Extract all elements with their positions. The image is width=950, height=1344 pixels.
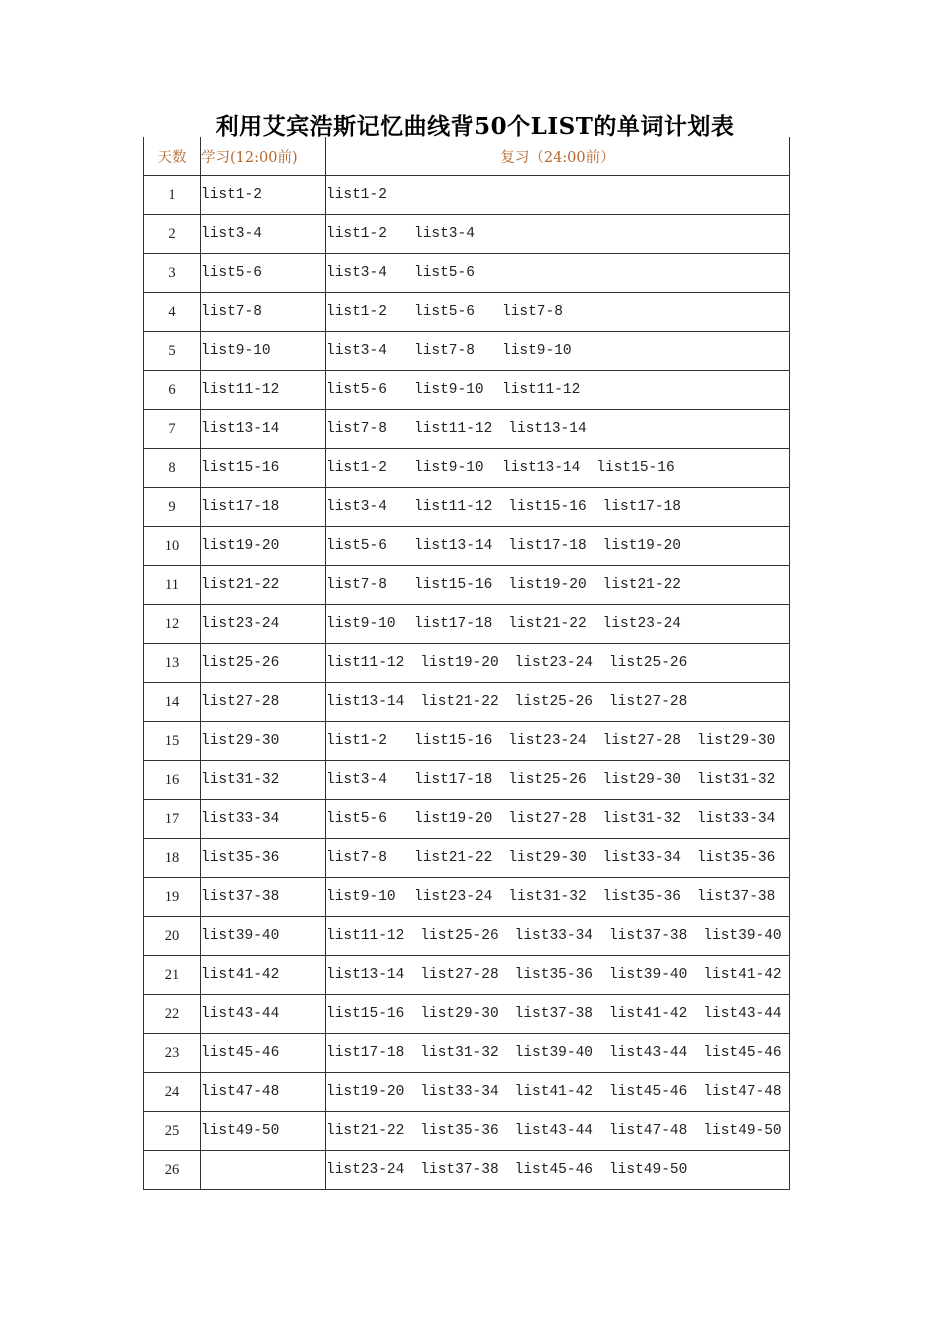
- day-cell: 5: [144, 332, 201, 371]
- day-cell: 7: [144, 410, 201, 449]
- study-cell: list45-46: [201, 1034, 326, 1073]
- day-cell: 10: [144, 527, 201, 566]
- review-item: list43-44: [608, 1045, 688, 1061]
- day-cell: 13: [144, 644, 201, 683]
- review-item: list19-20: [602, 538, 681, 554]
- study-cell: list29-30: [201, 722, 326, 761]
- review-item: list23-24: [508, 733, 587, 749]
- review-cell: [326, 995, 790, 1034]
- table-row: [144, 410, 790, 449]
- review-item: list41-42: [514, 1084, 593, 1100]
- review-item: list35-36: [420, 1123, 499, 1139]
- review-item: list23-24: [602, 616, 681, 632]
- table-row: [144, 839, 790, 878]
- review-item: list25-26: [420, 928, 499, 944]
- review-item: list31-32: [602, 811, 681, 827]
- review-item: list39-40: [514, 1045, 593, 1061]
- review-item: list5-6: [326, 811, 387, 827]
- study-cell: list35-36: [201, 839, 326, 878]
- review-item: list29-30: [508, 850, 587, 866]
- review-item: list5-6: [414, 304, 475, 320]
- day-cell: 12: [144, 605, 201, 644]
- review-item: list19-20: [326, 1084, 405, 1100]
- study-cell: list43-44: [201, 995, 326, 1034]
- study-cell: list5-6: [201, 254, 326, 293]
- review-item: list39-40: [608, 967, 688, 983]
- review-item: list21-22: [602, 577, 681, 593]
- review-item: list1-2: [326, 460, 387, 476]
- review-item: list29-30: [696, 733, 776, 749]
- review-item: list9-10: [326, 889, 396, 905]
- review-cell: [326, 683, 790, 722]
- day-cell: 25: [144, 1112, 201, 1151]
- study-cell: list21-22: [201, 566, 326, 605]
- day-cell: 20: [144, 917, 201, 956]
- review-item: list37-38: [514, 1006, 593, 1022]
- review-item: list9-10: [414, 382, 484, 398]
- review-item: list35-36: [696, 850, 776, 866]
- study-cell: list41-42: [201, 956, 326, 995]
- table-row: [144, 956, 790, 995]
- table-row: [144, 1034, 790, 1073]
- review-item: list39-40: [703, 928, 782, 944]
- review-item: list19-20: [508, 577, 587, 593]
- review-cell: [326, 1073, 790, 1112]
- review-item: list11-12: [326, 655, 405, 671]
- review-item: list27-28: [420, 967, 499, 983]
- review-item: list11-12: [326, 928, 405, 944]
- review-item: list9-10: [326, 616, 396, 632]
- header-study: 学习(12:00前): [201, 137, 326, 176]
- review-item: list7-8: [326, 850, 387, 866]
- review-cell: [326, 488, 790, 527]
- table-row: [144, 800, 790, 839]
- review-item: list13-14: [326, 694, 405, 710]
- schedule-table: [143, 137, 790, 1190]
- review-item: list19-20: [414, 811, 493, 827]
- review-item: list17-18: [414, 616, 493, 632]
- study-cell: [201, 1151, 326, 1190]
- review-item: list27-28: [602, 733, 681, 749]
- review-item: list41-42: [608, 1006, 688, 1022]
- day-cell: 24: [144, 1073, 201, 1112]
- study-cell: list7-8: [201, 293, 326, 332]
- study-cell: list39-40: [201, 917, 326, 956]
- review-cell: [326, 761, 790, 800]
- review-item: list49-50: [703, 1123, 782, 1139]
- day-cell: 15: [144, 722, 201, 761]
- review-item: list29-30: [420, 1006, 499, 1022]
- review-item: list11-12: [502, 382, 581, 398]
- review-item: list13-14: [508, 421, 587, 437]
- study-cell: list11-12: [201, 371, 326, 410]
- study-cell: list1-2: [201, 176, 326, 215]
- page-title: 利用艾宾浩斯记忆曲线背50个LIST的单词计划表: [215, 113, 735, 140]
- review-item: list27-28: [608, 694, 688, 710]
- day-cell: 4: [144, 293, 201, 332]
- review-item: list15-16: [326, 1006, 405, 1022]
- review-item: list13-14: [414, 538, 493, 554]
- table-row: [144, 1151, 790, 1190]
- review-cell: [326, 527, 790, 566]
- study-cell: list33-34: [201, 800, 326, 839]
- review-item: list25-26: [608, 655, 688, 671]
- review-item: list17-18: [414, 772, 493, 788]
- review-item: list3-4: [326, 343, 387, 359]
- review-item: list35-36: [602, 889, 681, 905]
- day-cell: 16: [144, 761, 201, 800]
- table-row: [144, 761, 790, 800]
- review-item: list33-34: [420, 1084, 499, 1100]
- review-item: list13-14: [502, 460, 581, 476]
- study-cell: list27-28: [201, 683, 326, 722]
- day-cell: 1: [144, 176, 201, 215]
- review-item: list45-46: [608, 1084, 688, 1100]
- review-item: list15-16: [414, 577, 493, 593]
- study-cell: list49-50: [201, 1112, 326, 1151]
- table-row: [144, 566, 790, 605]
- day-cell: 9: [144, 488, 201, 527]
- table-body: [144, 176, 790, 1190]
- review-item: list15-16: [596, 460, 675, 476]
- header-review: 复习（24:00前）: [326, 137, 790, 176]
- review-item: list9-10: [414, 460, 484, 476]
- study-cell: list23-24: [201, 605, 326, 644]
- review-cell: [326, 215, 790, 254]
- table-row: [144, 722, 790, 761]
- day-cell: 26: [144, 1151, 201, 1190]
- review-item: list13-14: [326, 967, 405, 983]
- review-item: list31-32: [508, 889, 587, 905]
- review-item: list35-36: [514, 967, 593, 983]
- review-cell: [326, 839, 790, 878]
- day-cell: 2: [144, 215, 201, 254]
- review-item: list37-38: [696, 889, 776, 905]
- day-cell: 6: [144, 371, 201, 410]
- review-item: list7-8: [414, 343, 475, 359]
- review-item: list43-44: [514, 1123, 593, 1139]
- review-item: list37-38: [420, 1162, 499, 1178]
- review-item: list33-34: [514, 928, 593, 944]
- review-item: list23-24: [414, 889, 493, 905]
- review-item: list25-26: [514, 694, 593, 710]
- table-row: [144, 332, 790, 371]
- review-item: list9-10: [502, 343, 572, 359]
- review-item: list1-2: [326, 304, 387, 320]
- review-cell: [326, 1151, 790, 1190]
- table-row: [144, 371, 790, 410]
- table-row: [144, 683, 790, 722]
- review-cell: [326, 722, 790, 761]
- review-cell: [326, 956, 790, 995]
- study-cell: list25-26: [201, 644, 326, 683]
- day-cell: 18: [144, 839, 201, 878]
- review-item: list11-12: [414, 499, 493, 515]
- table-row: [144, 488, 790, 527]
- review-cell: [326, 917, 790, 956]
- review-item: list1-2: [326, 733, 387, 749]
- review-item: list1-2: [326, 226, 387, 242]
- review-item: list37-38: [608, 928, 688, 944]
- study-cell: list3-4: [201, 215, 326, 254]
- review-cell: [326, 1034, 790, 1073]
- review-item: list31-32: [696, 772, 776, 788]
- review-item: list21-22: [326, 1123, 405, 1139]
- table-row: [144, 917, 790, 956]
- review-item: list15-16: [508, 499, 587, 515]
- review-item: list17-18: [326, 1045, 405, 1061]
- review-item: list7-8: [502, 304, 563, 320]
- review-item: list11-12: [414, 421, 493, 437]
- study-cell: list17-18: [201, 488, 326, 527]
- review-item: list31-32: [420, 1045, 499, 1061]
- day-cell: 11: [144, 566, 201, 605]
- review-item: list33-34: [696, 811, 776, 827]
- review-cell: [326, 566, 790, 605]
- review-item: list3-4: [326, 499, 387, 515]
- table-row: [144, 254, 790, 293]
- review-item: list21-22: [414, 850, 493, 866]
- review-item: list5-6: [326, 538, 387, 554]
- review-item: list1-2: [326, 187, 387, 203]
- review-item: list21-22: [508, 616, 587, 632]
- review-cell: [326, 410, 790, 449]
- day-cell: 3: [144, 254, 201, 293]
- review-item: list17-18: [508, 538, 587, 554]
- day-cell: 21: [144, 956, 201, 995]
- review-item: list27-28: [508, 811, 587, 827]
- review-item: list15-16: [414, 733, 493, 749]
- table-row: [144, 527, 790, 566]
- review-cell: [326, 332, 790, 371]
- header-day: 天数: [144, 137, 201, 176]
- review-item: list29-30: [602, 772, 681, 788]
- review-item: list43-44: [703, 1006, 782, 1022]
- review-item: list45-46: [703, 1045, 782, 1061]
- review-item: list23-24: [514, 655, 593, 671]
- study-cell: list47-48: [201, 1073, 326, 1112]
- review-item: list47-48: [703, 1084, 782, 1100]
- review-item: list41-42: [703, 967, 782, 983]
- day-cell: 22: [144, 995, 201, 1034]
- review-item: list45-46: [514, 1162, 593, 1178]
- day-cell: 23: [144, 1034, 201, 1073]
- review-item: list5-6: [326, 382, 387, 398]
- study-cell: list9-10: [201, 332, 326, 371]
- review-cell: [326, 293, 790, 332]
- review-item: list3-4: [326, 265, 387, 281]
- review-item: list3-4: [414, 226, 475, 242]
- table-row: [144, 293, 790, 332]
- review-item: list3-4: [326, 772, 387, 788]
- table-row: [144, 878, 790, 917]
- table-row: [144, 1073, 790, 1112]
- table-row: [144, 644, 790, 683]
- review-cell: [326, 878, 790, 917]
- day-cell: 14: [144, 683, 201, 722]
- review-item: list21-22: [420, 694, 499, 710]
- day-cell: 17: [144, 800, 201, 839]
- table-row: [144, 1112, 790, 1151]
- study-cell: list37-38: [201, 878, 326, 917]
- review-cell: [326, 449, 790, 488]
- study-cell: list31-32: [201, 761, 326, 800]
- review-item: list47-48: [608, 1123, 688, 1139]
- table-row: [144, 215, 790, 254]
- study-cell: list13-14: [201, 410, 326, 449]
- study-cell: list19-20: [201, 527, 326, 566]
- review-item: list7-8: [326, 577, 387, 593]
- table-header-row: [144, 137, 790, 176]
- review-item: list49-50: [608, 1162, 688, 1178]
- review-item: list5-6: [414, 265, 475, 281]
- review-cell: [326, 644, 790, 683]
- review-item: list33-34: [602, 850, 681, 866]
- review-cell: [326, 1112, 790, 1151]
- review-cell: [326, 371, 790, 410]
- review-item: list25-26: [508, 772, 587, 788]
- review-item: list19-20: [420, 655, 499, 671]
- table-row: [144, 449, 790, 488]
- day-cell: 19: [144, 878, 201, 917]
- review-cell: [326, 254, 790, 293]
- table-row: [144, 605, 790, 644]
- review-cell: [326, 800, 790, 839]
- review-cell: [326, 176, 790, 215]
- table-row: [144, 995, 790, 1034]
- review-item: list17-18: [602, 499, 681, 515]
- review-item: list23-24: [326, 1162, 405, 1178]
- study-cell: list15-16: [201, 449, 326, 488]
- table-row: [144, 176, 790, 215]
- review-cell: [326, 605, 790, 644]
- review-item: list7-8: [326, 421, 387, 437]
- day-cell: 8: [144, 449, 201, 488]
